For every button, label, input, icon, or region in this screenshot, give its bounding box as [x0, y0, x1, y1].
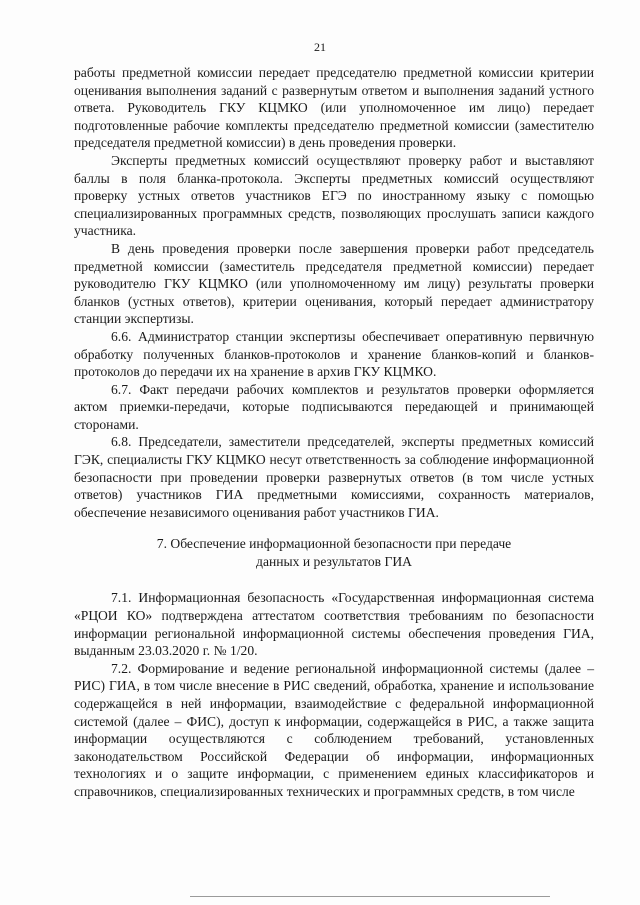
paragraph-experts-check: Эксперты предметных комиссий осуществляют проверку работ и выставляют баллы в поля бланка-протокола. Эксперты предметных комиссий осуществляют проверку устных ответов участников ЕГЭ по иностранному языку с помощью специализированных программных средств, позволяющих прослушать записи каждого участника.: [74, 152, 594, 239]
paragraph-continuation: работы предметной комиссии передает председателю предметной комиссии критерии оценивания выполнения заданий с развернутым ответом и выполнения заданий устного ответа. Руководитель ГКУ КЦМКО (или уполномоченное им лицо) передает подготовленные рабочие комплекты председателю предметной комиссии (заместителю председателя предметной комиссии) в день проведения проверки.: [74, 65, 594, 151]
section-7-title: [74, 535, 594, 571]
paragraph-6-8: 6.8. Председатели, заместители председателей, эксперты предметных комиссий ГЭК, специалисты ГКУ КЦМКО несут ответственность за соблюдение информационной безопасности при проведении проверки развернутых ответов (в том числе устных ответов) участников ГИА предметными комиссиями, сохранность материалов, обеспечение независимого оценивания работ участников ГИА.: [74, 434, 594, 520]
paragraph-check-day: В день проведения проверки после завершения проверки работ председатель предметной комиссии (заместитель председателя предметной комиссии) передает руководителю ГКУ КЦМКО (или уполномоченному им лицу) результаты проверки бланков (устных ответов), критерии оценивания, который передает администратору станции экспертизы.: [74, 240, 594, 327]
page-number: 21: [314, 40, 326, 54]
document-body: [74, 64, 594, 801]
paragraph-7-1: 7.1. Информационная безопасность «Государственная информационная система «РЦОИ КО» подтверждена аттестатом соответствия требованиям по безопасности информации региональной информационной системы обеспечения проведения ГИА, выданным 23.03.2020 г. № 1/20.: [74, 590, 594, 659]
section-title-line-1: 7. Обеспечение информационной безопасности при передаче: [156, 536, 512, 552]
page-bottom-divider: [190, 896, 550, 897]
paragraph-6-7: 6.7. Факт передачи рабочих комплектов и результатов проверки оформляется актом приемки-передачи, которые подписываются передающей и принимающей сторонами.: [74, 381, 594, 432]
paragraph-7-2: 7.2. Формирование и ведение региональной информационной системы (далее – РИС) ГИА, в том числе внесение в РИС сведений, обработка, хранение и использование содержащейся в ней информации, взаимодействие с федеральной информационной системой (далее – ФИС), доступ к информации, содержащейся в РИС, а также защита информации осуществляются с соблюдением требований, установленных законодательством Российской Федерации об информации, информационных технологиях и о защите информации, с применением единых классификаторов и справочников, специализированных технических и программных средств, в том числе: [74, 660, 594, 799]
paragraph-6-6: 6.6. Администратор станции экспертизы обеспечивает оперативную первичную обработку полученных бланков-протоколов и хранение бланков-копий и бланков-протоколов до передачи их на хранение в архив ГКУ КЦМКО.: [74, 328, 594, 380]
section-title-line-2: данных и результатов ГИА: [256, 554, 412, 570]
